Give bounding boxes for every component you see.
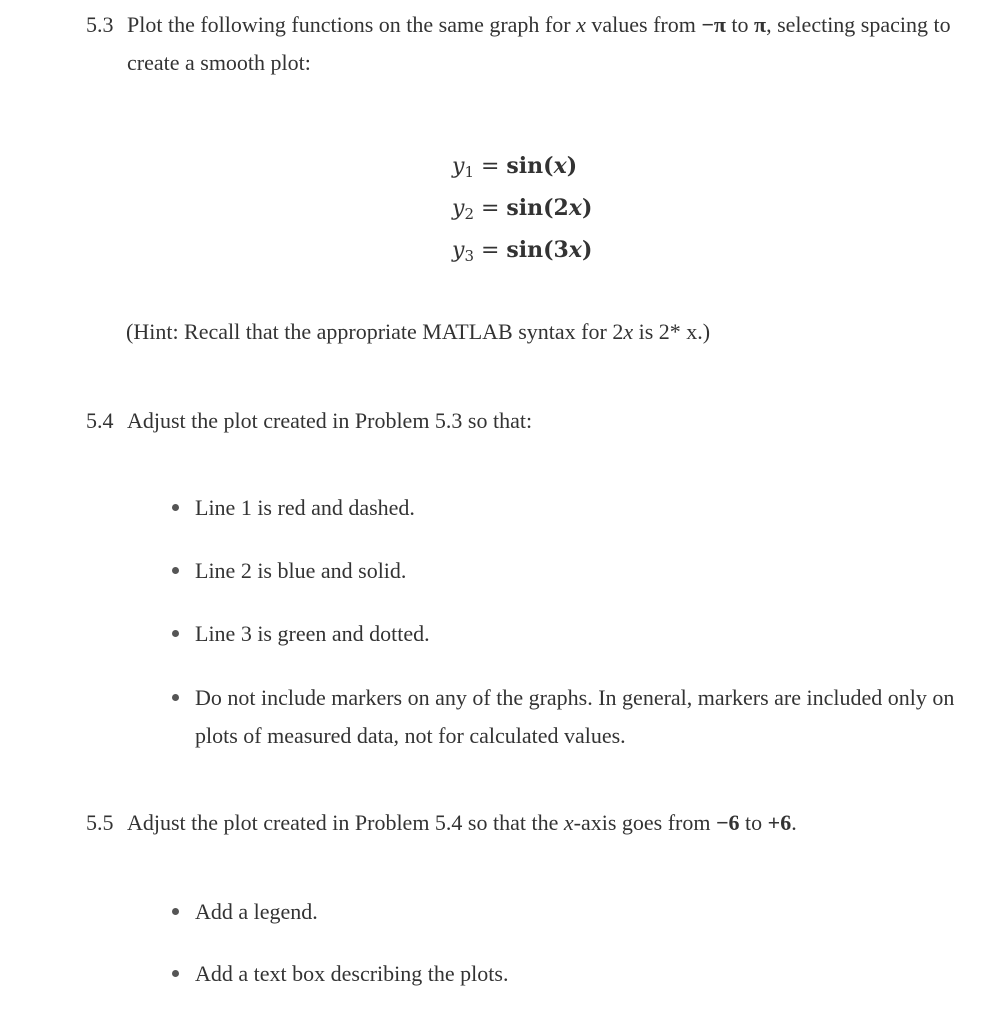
problem-text [127,804,967,842]
eq-arg: x [568,237,582,263]
variable-x: x [563,810,574,835]
eq-subscript: 2 [464,205,474,223]
bullet-icon [172,630,179,637]
variable-x: x [623,319,634,344]
eq-arg: x [568,195,582,221]
range-end: π [754,12,767,37]
eq-equals: = [473,196,507,221]
problem-text [127,6,967,82]
equation-block [452,145,592,271]
eq-close: ) [582,195,593,221]
text-segment: Plot the following functions on the same graph for [127,12,577,37]
list-item-text: Add a text box describing the plots. [195,961,509,986]
eq-func: sin(3 [506,237,569,263]
text-segment: . [791,810,797,835]
eq-subscript: 1 [464,163,474,181]
variable-x: x [576,12,586,37]
eq-arg: x [553,153,567,179]
text-segment: to [725,12,755,37]
eq-equals: = [473,154,507,179]
problem-number: 5.3 [86,12,114,37]
eq-equals: = [473,238,507,263]
range-start: −π [701,12,726,37]
list-item-text: Line 1 is red and dashed. [195,495,415,520]
eq-subscript: 3 [464,247,474,265]
bullet-icon [172,970,179,977]
text-segment: Adjust the plot created in Problem 5.4 so that the [127,810,564,835]
range-end: +6 [767,810,792,835]
bullet-icon [172,908,179,915]
equation-y2 [452,187,592,229]
bullet-icon [172,567,179,574]
eq-lhs: y [452,196,465,221]
eq-func: sin(2 [506,195,569,221]
text-segment: to [739,810,768,835]
range-start: −6 [716,810,740,835]
problem-number: 5.4 [86,408,114,433]
text-segment: -axis goes from [573,810,716,835]
list-item-text: Do not include markers on any of the graphs. In general, markers are included only on plots of measured data, not for calculated values. [195,685,955,748]
text-segment: , selecting spacing to create a smooth plot: [127,12,951,75]
text-segment: values from [585,12,702,37]
eq-lhs: y [452,238,465,263]
eq-close: ) [582,237,593,263]
bullet-icon [172,694,179,701]
hint-text [126,316,710,348]
list-item-text: Line 3 is green and dotted. [195,621,430,646]
list-item-text: Add a legend. [195,899,318,924]
eq-close: ) [566,153,578,179]
text-segment: is 2* x.) [633,319,711,344]
equation-y3 [452,229,592,271]
problem-text: Adjust the plot created in Problem 5.3 so that: [127,408,533,433]
list-item-text: Line 2 is blue and solid. [195,558,407,583]
eq-lhs: y [452,154,465,179]
problem-number: 5.5 [86,810,114,835]
bullet-icon [172,504,179,511]
eq-func: sin( [506,153,554,179]
equation-y1 [452,145,592,187]
text-segment: (Hint: Recall that the appropriate MATLAB syntax for 2 [126,319,624,344]
